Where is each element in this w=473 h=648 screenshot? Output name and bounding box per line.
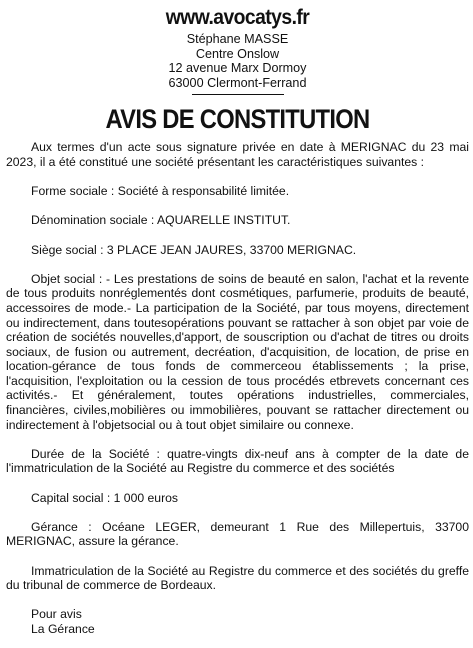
address-line: 63000 Clermont-Ferrand — [168, 75, 307, 90]
objet-social: Objet social : - Les prestations de soins de beauté en salon, l'achat et la revente de tous produits nonréglementés dont cosmétiques, parfumerie, produits de beauté, accessoires de mode.- La participation de la Société, par tous moyens, directement ou indirectement, dans toutesopérations pouvant se rattacher à son objet par voie de création de sociétés nouvelles,d'apport, de souscription ou d'achat de titres ou droits sociaux, de fusion ou autrement, decréation, d'acquisition, de location, de prise en location-gérance de tous fonds de commerceou établissements ; la prise, l'acquisition, l'exploitation ou la cession de tous procédés etbrevets concernant ces activités.- Et généralement, toutes opérations industrielles, commerciales, financières, civiles,mobilières ou immobilières, pouvant se rattacher directement ou indirectement à l'objetsocial ou à tout objet similaire ou connexe. — [6, 271, 469, 432]
closing-pour-avis: Pour avis — [31, 607, 82, 622]
address-line: 12 avenue Marx Dormoy — [168, 61, 307, 76]
divider — [192, 94, 284, 95]
denomination-sociale: Dénomination sociale : AQUARELLE INSTITUT. — [31, 213, 291, 228]
gerance: Gérance : Océane LEGER, demeurant 1 Rue des Millepertuis, 33700 MERIGNAC, assure la gérance. — [6, 519, 469, 549]
site-url[interactable]: www.avocatys.fr — [165, 6, 310, 29]
closing-signature: La Gérance — [31, 621, 95, 636]
immatriculation: Immatriculation de la Société au Registre du commerce et des sociétés du greffe du tribunal de commerce de Bordeaux. — [6, 563, 469, 593]
author-name: Stéphane MASSE — [186, 32, 289, 46]
capital-social: Capital social : 1 000 euros — [31, 490, 179, 505]
siege-social: Siège social : 3 PLACE JEAN JAURES, 33700 MERIGNAC. — [31, 242, 357, 257]
duree-societe: Durée de la Société : quatre-vingts dix-neuf ans à compter de la date de l'immatriculation de la Société au Registre du commerce et des sociétés — [6, 446, 469, 476]
author-address — [6, 32, 469, 90]
notice-title: AVIS DE CONSTITUTION — [105, 104, 370, 135]
intro-paragraph: Aux termes d'un acte sous signature privée en date à MERIGNAC du 23 mai 2023, il a été constitué une société présentant les caractéristiques suivantes : — [6, 140, 469, 169]
forme-sociale: Forme sociale : Société à responsabilité limitée. — [31, 184, 290, 199]
address-line: Centre Onslow — [195, 46, 280, 61]
